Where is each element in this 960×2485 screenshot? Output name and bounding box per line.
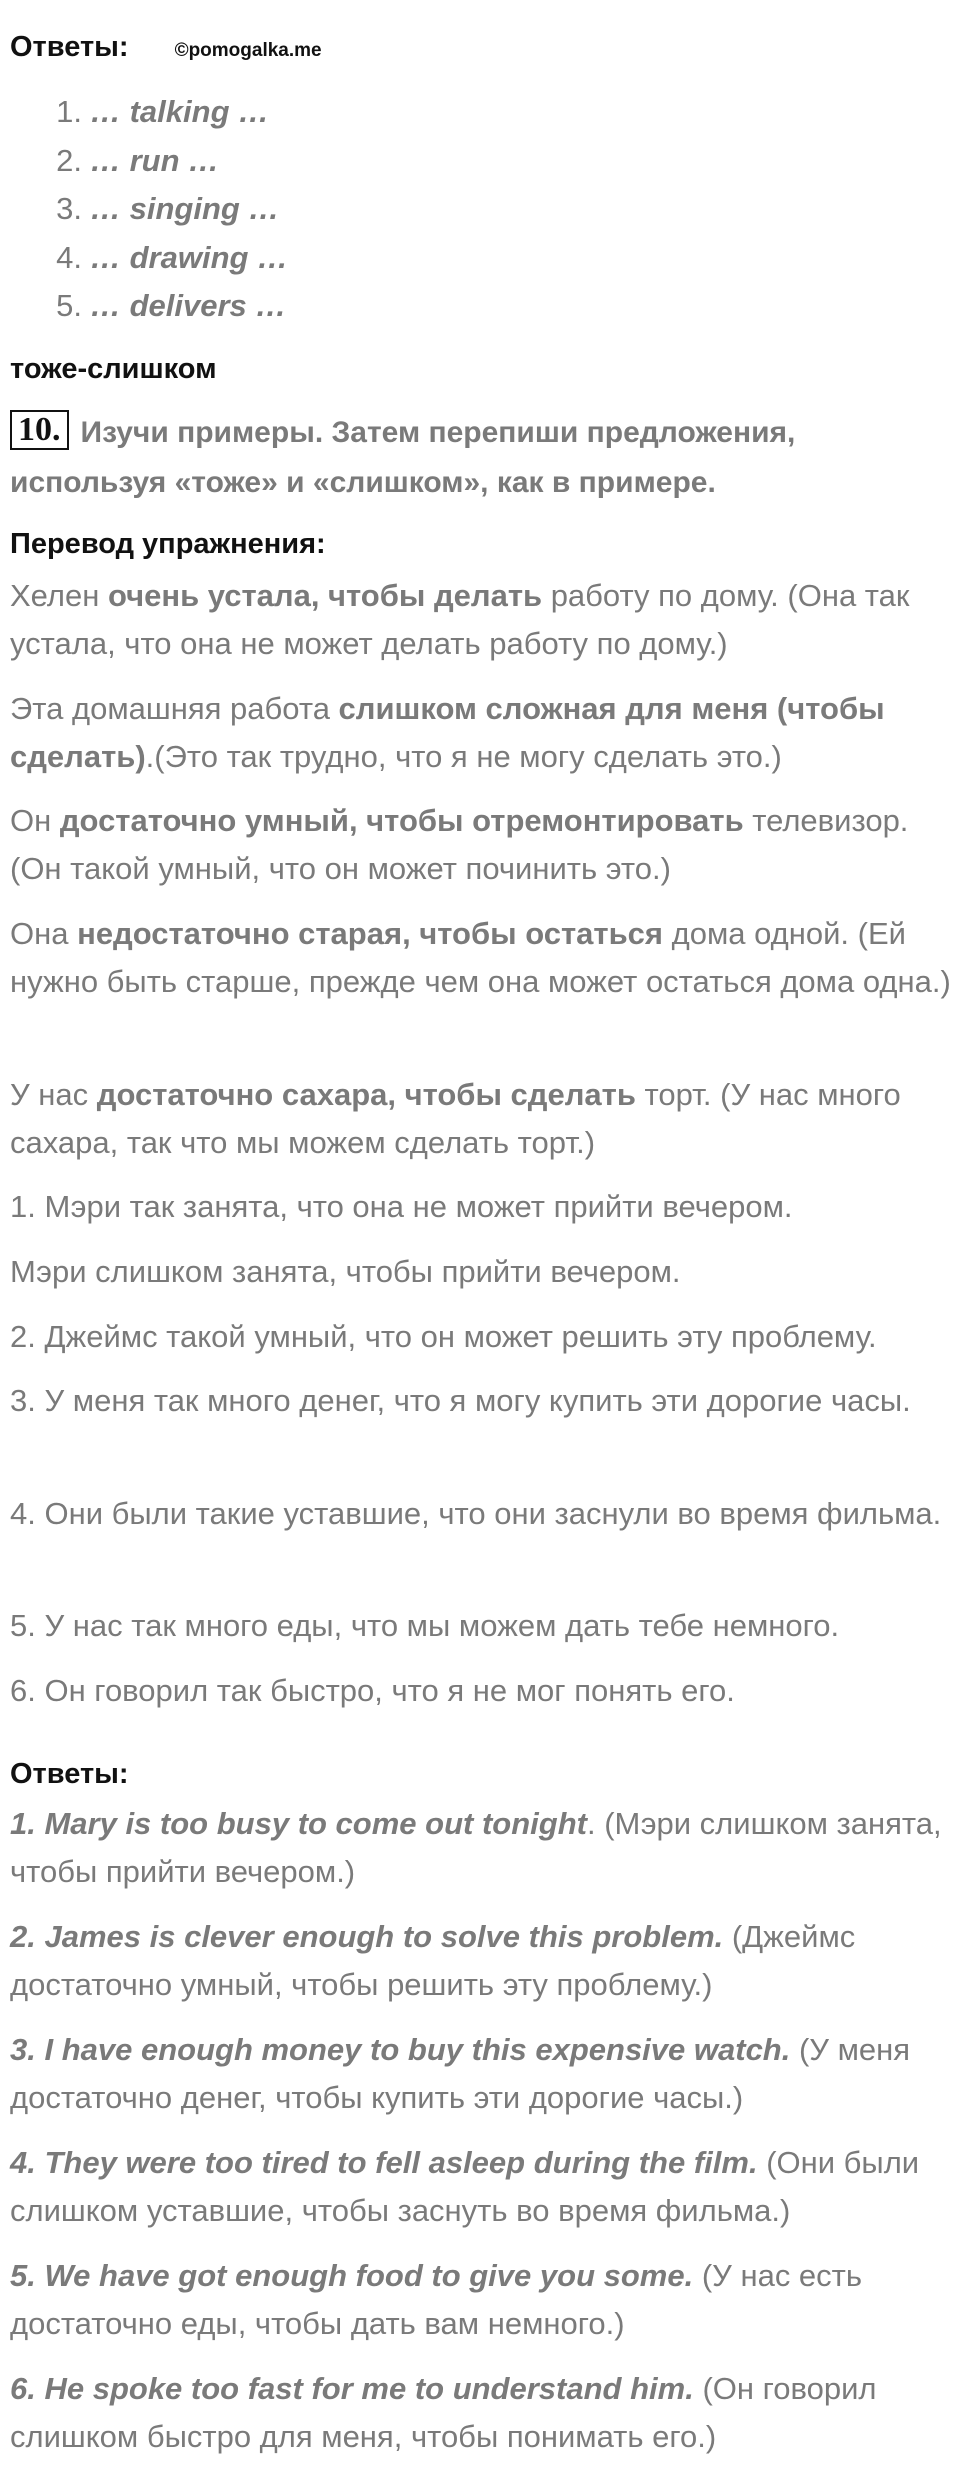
answer-number: 3. <box>56 191 82 226</box>
answer-number: 2. <box>56 142 82 178</box>
answer-text: … delivers … <box>90 288 287 323</box>
answer-translation: (Джеймс достаточно умный, чтобы решить эту проблему.) <box>10 1919 856 2002</box>
list-item <box>10 234 288 283</box>
section-title: тоже-слишком <box>10 353 217 385</box>
example-text: работу по дому. (Она так устала, что она не может делать работу по дому.) <box>10 578 910 661</box>
answer-number: 5. <box>56 288 82 323</box>
list-item <box>10 282 288 331</box>
answer-english: 3. I have enough money to buy this expensive watch. <box>10 2032 791 2067</box>
answers-header <box>10 30 322 70</box>
list-item <box>10 185 288 234</box>
example-highlight: недостаточно старая, чтобы остаться <box>77 916 663 951</box>
answer-paragraph <box>10 2026 955 2122</box>
answer-translation: (Они были слишком уставшие, чтобы заснуть во время фильма.) <box>10 2145 920 2228</box>
example-text: Хелен <box>10 578 108 613</box>
answer-paragraph <box>10 2252 955 2348</box>
sentence: 3. У меня так много денег, что я могу купить эти дорогие часы. <box>10 1383 911 1418</box>
answer-text: … drawing … <box>90 239 289 275</box>
example-text: дома одной. (Ей нужно быть старше, прежде чем она может остаться дома одна.) <box>10 916 951 999</box>
sentence: 6. Он говорил так быстро, что я не мог понять его. <box>10 1673 735 1708</box>
example-paragraph <box>10 685 955 781</box>
answers-heading: Ответы: <box>10 31 129 63</box>
example-text: .(Это так трудно, что я не могу сделать это.) <box>145 739 782 774</box>
answer-translation: (Он говорил слишком быстро для меня, чтобы понимать его.) <box>10 2371 877 2454</box>
example-text: Она <box>10 916 78 951</box>
sentence: 2. Джеймс такой умный, что он может решить эту проблему. <box>10 1319 877 1354</box>
answer-english: 1. Mary is too busy to come out tonight <box>10 1806 587 1841</box>
answer-paragraph <box>10 2139 955 2235</box>
example-text: У нас <box>10 1077 97 1112</box>
answer-paragraph <box>10 1913 955 2009</box>
example-highlight: достаточно сахара, чтобы сделать <box>96 1077 636 1112</box>
example-paragraph <box>10 1071 955 1167</box>
example-text: торт. (У нас много сахара, так что мы можем сделать торт.) <box>10 1077 901 1160</box>
example-text: Он <box>10 803 60 838</box>
sentence: Мэри слишком занята, чтобы прийти вечером. <box>10 1254 681 1289</box>
answers2-heading: Ответы: <box>10 1758 129 1790</box>
example-paragraph <box>10 797 955 893</box>
example-highlight: слишком сложная для меня (чтобы сделать) <box>10 691 885 774</box>
task-instruction <box>10 408 955 508</box>
example-paragraph <box>10 910 955 1006</box>
watermark: ©pomogalka.me <box>174 40 322 61</box>
list-item <box>10 137 288 186</box>
example-text: Эта домашняя работа <box>10 691 339 726</box>
answer-text: … talking … <box>90 94 270 129</box>
example-highlight: очень устала, чтобы делать <box>107 578 543 613</box>
answer-paragraph <box>10 1800 955 1896</box>
sentence: 4. Они были такие уставшие, что они заснули во время фильма. <box>10 1496 942 1531</box>
answer-paragraph <box>10 2365 955 2461</box>
answer-english: 2. James is clever enough to solve this problem. <box>10 1919 724 1954</box>
translation-title: Перевод упражнения: <box>10 528 326 560</box>
answer-translation: (У нас есть достаточно еды, чтобы дать вам немного.) <box>10 2258 863 2341</box>
example-text: телевизор. (Он такой умный, что он может починить это.) <box>10 803 909 886</box>
answers-list <box>10 88 288 331</box>
sentence: 1. Мэри так занята, что она не может прийти вечером. <box>10 1189 793 1224</box>
example-paragraph <box>10 572 955 668</box>
task-text: Изучи примеры. Затем перепиши предложения, используя «тоже» и «слишком», как в примере. <box>10 416 796 499</box>
task-number: 10. <box>10 410 69 450</box>
answer-english: 6. He spoke too fast for me to understand him. <box>10 2371 694 2406</box>
answer-text: … run … <box>90 142 220 178</box>
answer-english: 4. They were too tired to fell asleep during the film. <box>10 2145 758 2180</box>
answer-translation: . (Мэри слишком занята, чтобы прийти вечером.) <box>10 1806 942 1889</box>
list-item <box>10 88 288 137</box>
answer-number: 1. <box>56 94 82 129</box>
answer-text: … singing … <box>90 191 280 226</box>
answer-translation: (У меня достаточно денег, чтобы купить эти дорогие часы.) <box>10 2032 911 2115</box>
sentence: 5. У нас так много еды, что мы можем дать тебе немного. <box>10 1608 840 1643</box>
answer-number: 4. <box>56 239 82 275</box>
answer-english: 5. We have got enough food to give you some. <box>10 2258 694 2293</box>
example-highlight: достаточно умный, чтобы отремонтировать <box>59 803 744 838</box>
